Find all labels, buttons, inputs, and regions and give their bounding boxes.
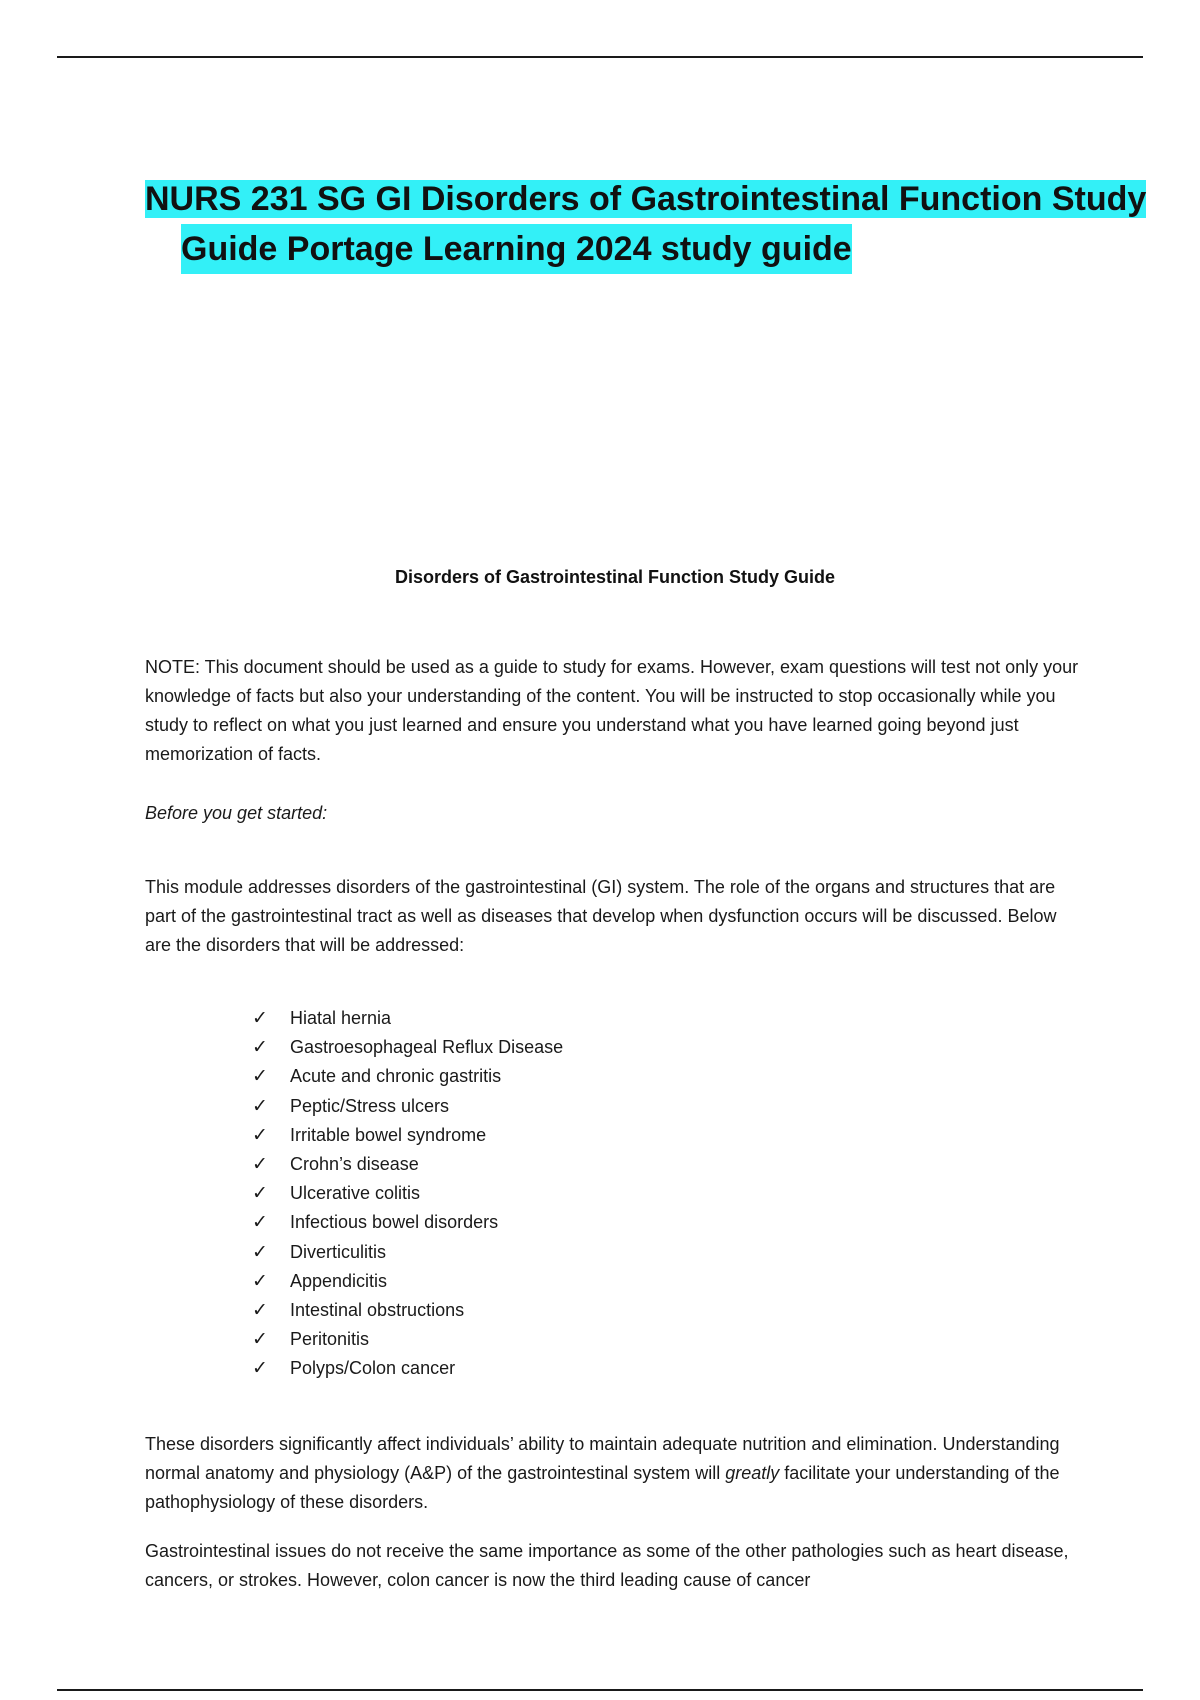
- title-line-2: Guide Portage Learning 2024 study guide: [181, 224, 852, 274]
- checklist-item: [252, 1238, 563, 1267]
- top-rule: [57, 56, 1143, 58]
- checkmark-icon: ✓: [252, 1094, 268, 1117]
- checklist-item-label: Intestinal obstructions: [290, 1299, 465, 1320]
- disorders-text-after: facilitate your understanding of the pathophysiology of these disorders.: [145, 1463, 1060, 1512]
- checkmark-icon: ✓: [252, 1357, 268, 1380]
- checkmark-icon: ✓: [252, 1065, 268, 1088]
- checkmark-icon: ✓: [252, 1211, 268, 1234]
- note-paragraph: NOTE: This document should be used as a guide to study for exams. However, exam questions will test not only your knowledge of facts but also your understanding of the content. You will be instructed to stop occasionally while you study to reflect on what you just learned and ensure you understand what you have learned going beyond just memorization of facts.: [145, 657, 1079, 764]
- checklist-item-label: Polyps/Colon cancer: [290, 1358, 456, 1379]
- checkmark-icon: ✓: [252, 1152, 268, 1175]
- checklist-item-label: Infectious bowel disorders: [290, 1212, 499, 1233]
- gi-paragraph: Gastrointestinal issues do not receive the same importance as some of the other pathologies such as heart disease, cancers, or strokes. However, colon cancer is now the third leading cause of cancer: [145, 1541, 1069, 1590]
- checklist-item: [252, 1208, 563, 1237]
- checkmark-icon: ✓: [252, 1240, 268, 1263]
- checklist-item-label: Crohn’s disease: [290, 1153, 419, 1174]
- checklist-item-label: Peptic/Stress ulcers: [290, 1095, 450, 1116]
- checklist-item-label: Gastroesophageal Reflux Disease: [290, 1037, 564, 1058]
- checklist-item: [252, 1092, 563, 1121]
- checkmark-icon: ✓: [252, 1328, 268, 1351]
- checkmark-icon: ✓: [252, 1123, 268, 1146]
- checklist-item: [252, 1267, 563, 1296]
- before-started-label: Before you get started:: [145, 803, 328, 823]
- title-line-1: NURS 231 SG GI Disorders of Gastrointestinal Function Study: [145, 180, 1147, 218]
- checklist-item: [252, 1004, 563, 1033]
- bottom-rule: [57, 1689, 1143, 1691]
- checkmark-icon: ✓: [252, 1269, 268, 1292]
- checklist-item: [252, 1121, 563, 1150]
- disorder-checklist: [252, 1004, 563, 1383]
- checkmark-icon: ✓: [252, 1298, 268, 1321]
- checklist-item-label: Diverticulitis: [290, 1241, 387, 1262]
- module-paragraph: This module addresses disorders of the gastrointestinal (GI) system. The role of the organs and structures that are part of the gastrointestinal tract as well as diseases that develop when dysfunction occurs will be discussed. Below are the disorders that will be addressed:: [145, 877, 1057, 955]
- disorders-text-before: These disorders significantly affect individuals’ ability to maintain adequate nutrition and elimination. Understanding normal anatomy and physiology (A&P) of the gastrointestinal system will: [145, 1434, 1060, 1483]
- section-heading: Disorders of Gastrointestinal Function Study Guide: [394, 567, 836, 587]
- checklist-item: [252, 1296, 563, 1325]
- document-title: [145, 174, 1170, 274]
- checklist-item: [252, 1150, 563, 1179]
- checklist-item: [252, 1062, 563, 1091]
- disorders-paragraph: [145, 1430, 1085, 1517]
- checklist-item-label: Peritonitis: [290, 1329, 370, 1350]
- checklist-item: [252, 1033, 563, 1062]
- checklist-item-label: Hiatal hernia: [290, 1008, 392, 1028]
- checklist-item-label: Acute and chronic gastritis: [290, 1066, 502, 1087]
- checkmark-icon: ✓: [252, 1036, 268, 1059]
- disorders-text-emphasis: greatly: [725, 1463, 780, 1483]
- checklist-item-label: Irritable bowel syndrome: [290, 1124, 487, 1145]
- checklist-item: [252, 1325, 563, 1354]
- checklist-item: [252, 1354, 563, 1383]
- checklist-item: [252, 1179, 563, 1208]
- checklist-item-label: Appendicitis: [290, 1270, 388, 1291]
- checklist-item-label: Ulcerative colitis: [290, 1183, 421, 1204]
- checkmark-icon: ✓: [252, 1182, 268, 1205]
- checkmark-icon: ✓: [252, 1007, 268, 1029]
